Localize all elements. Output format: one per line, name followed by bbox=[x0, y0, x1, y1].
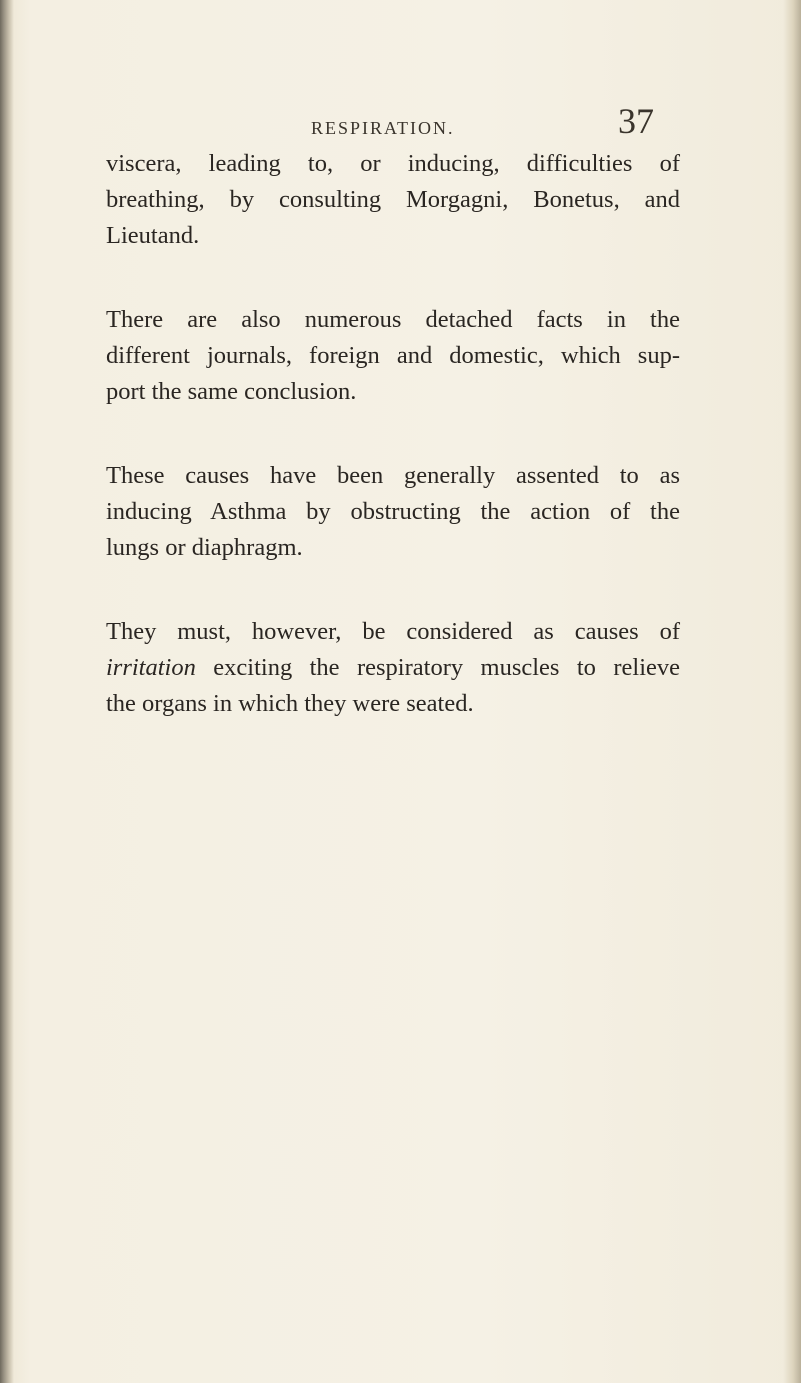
text-line: There are also numerous detached facts in the bbox=[106, 306, 680, 333]
text-line-rest: exciting the respiratory muscles to relieve bbox=[195, 654, 680, 681]
paragraph-4 bbox=[106, 614, 680, 722]
paragraph-2 bbox=[106, 302, 680, 410]
text-line: inducing Asthma by obstructing the action of the bbox=[106, 498, 680, 525]
text-line: viscera, leading to, or inducing, difficulties of bbox=[106, 150, 680, 177]
page-edge bbox=[783, 0, 801, 1383]
page-number: 37 bbox=[618, 101, 654, 141]
text-line: the organs in which they were seated. bbox=[106, 690, 474, 717]
text-line: different journals, foreign and domestic, which sup- bbox=[106, 342, 680, 369]
paragraph-1 bbox=[106, 146, 680, 254]
binding-edge bbox=[0, 0, 14, 1383]
text-line-mixed bbox=[106, 650, 680, 686]
paragraph-3 bbox=[106, 458, 680, 566]
body-text bbox=[106, 146, 680, 770]
text-line: lungs or diaphragm. bbox=[106, 534, 303, 561]
text-line: These causes have been generally assented to as bbox=[106, 462, 680, 489]
italic-word: irritation bbox=[106, 654, 196, 681]
text-line: breathing, by consulting Morgagni, Bonetus, and bbox=[106, 186, 680, 213]
text-line: port the same conclusion. bbox=[106, 378, 357, 405]
text-line: They must, however, be considered as causes of bbox=[106, 618, 680, 645]
running-head: RESPIRATION. bbox=[311, 118, 455, 138]
text-line: Lieutand. bbox=[106, 222, 200, 249]
